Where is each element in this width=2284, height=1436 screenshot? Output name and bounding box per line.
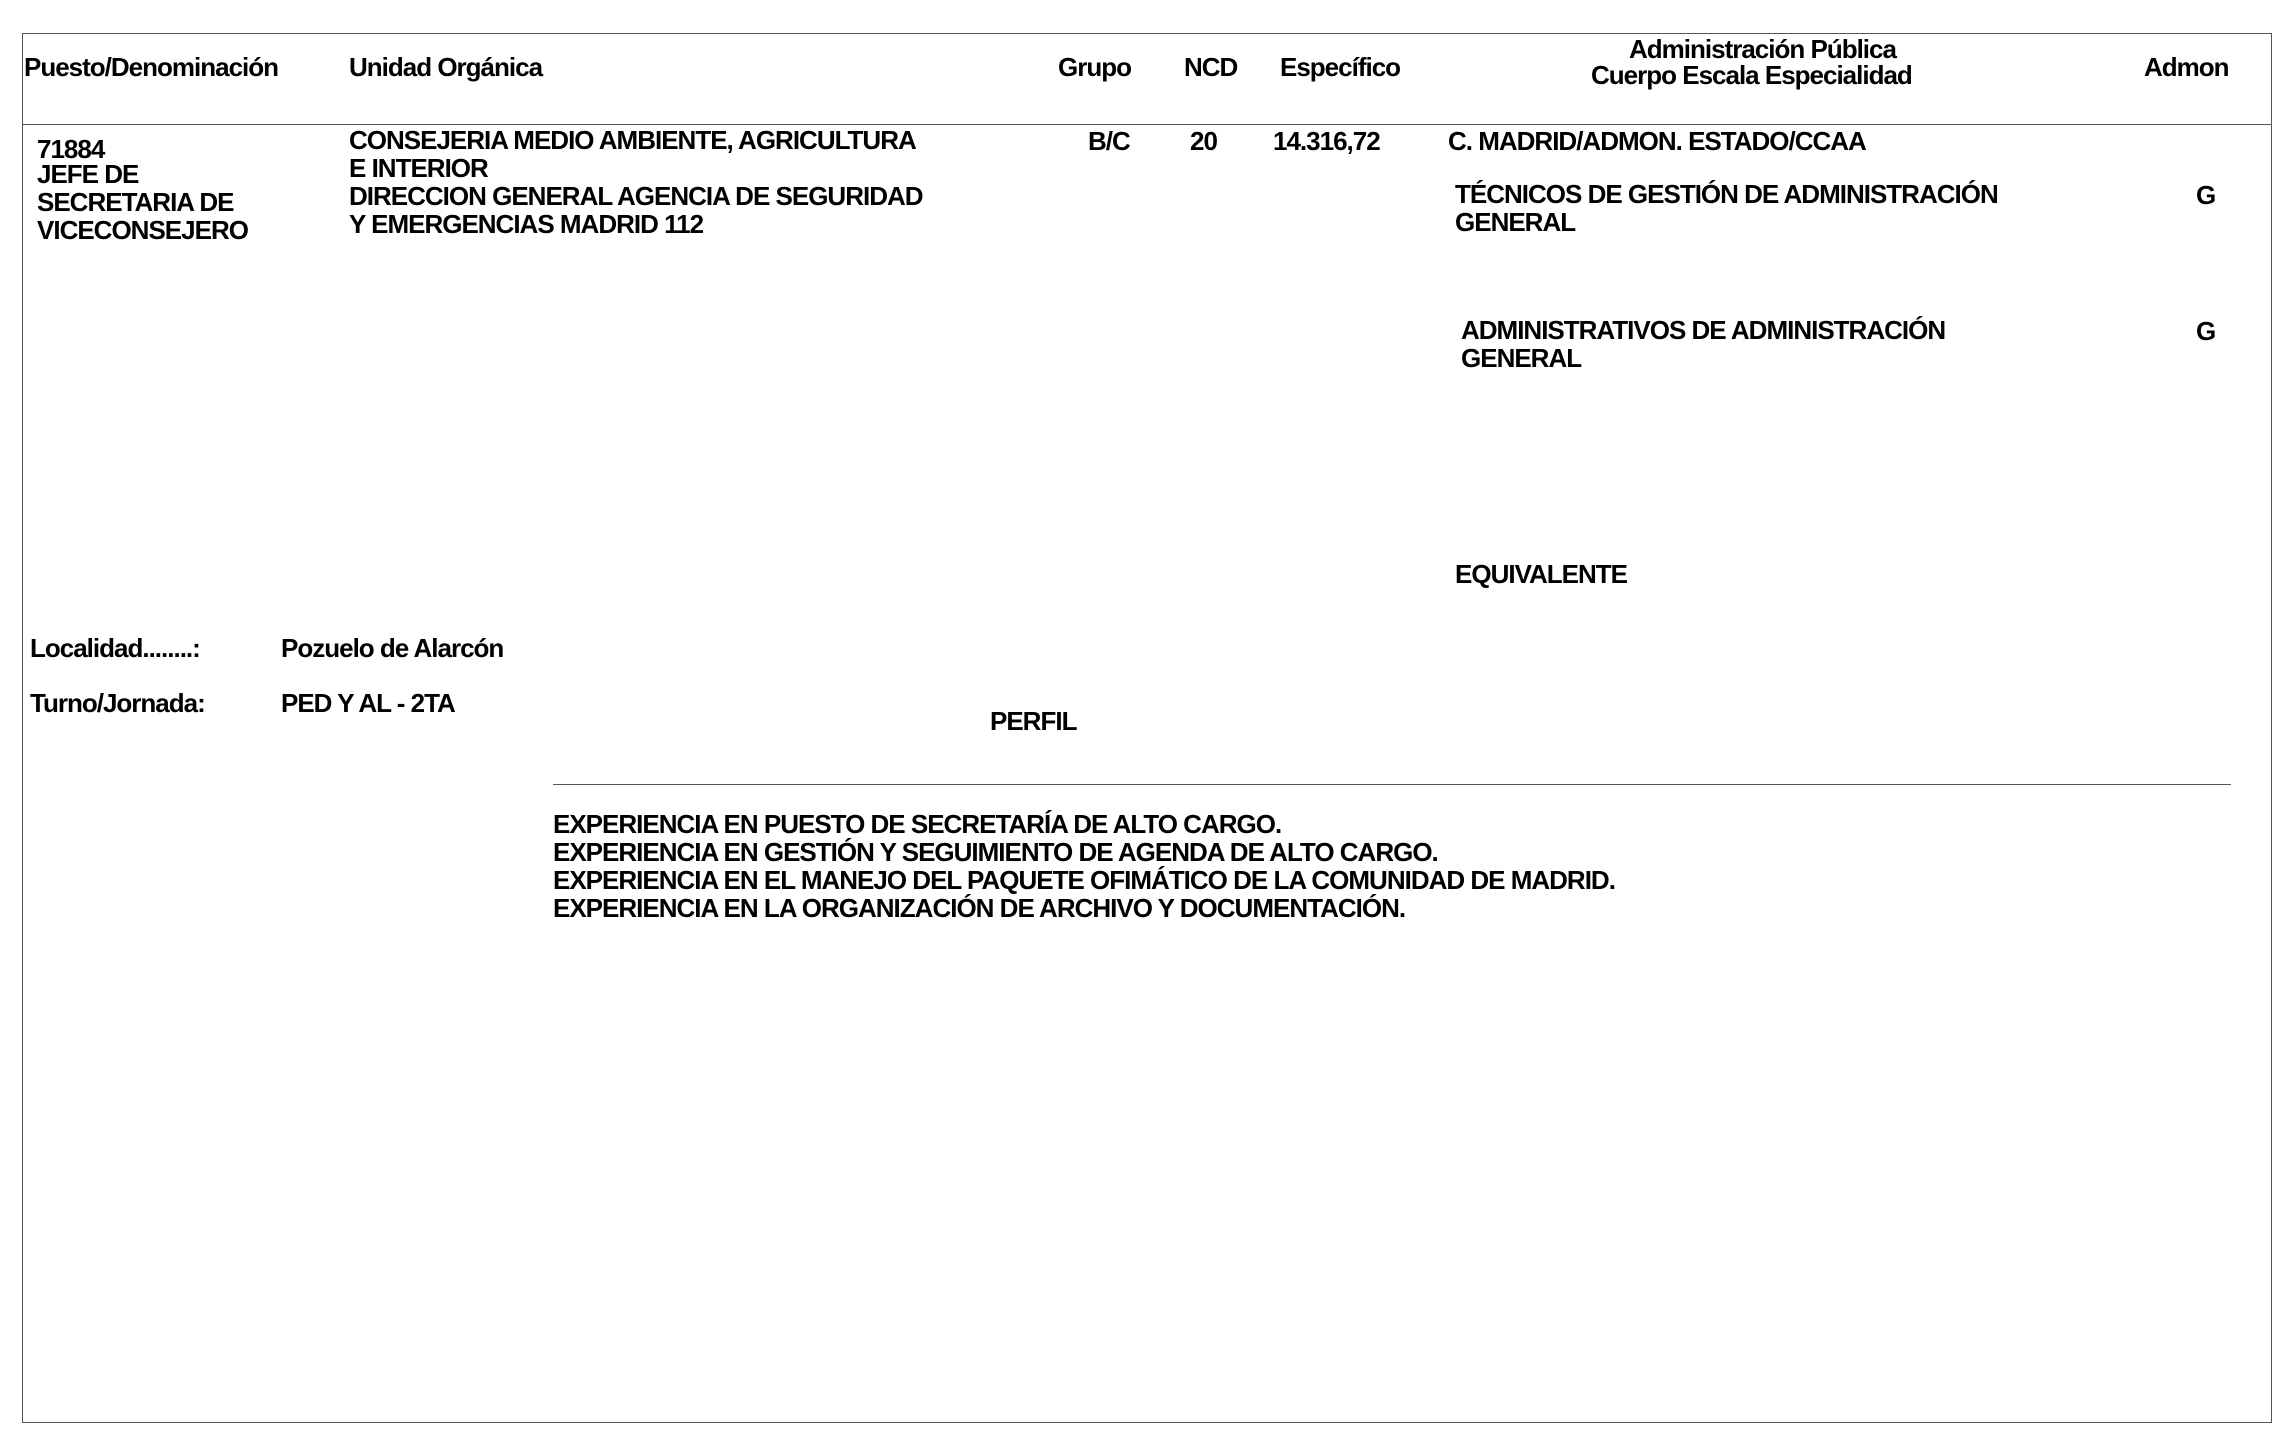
grupo-value: B/C <box>1088 126 1130 156</box>
unidad-line: E INTERIOR <box>349 153 488 183</box>
perfil-item: EXPERIENCIA EN LA ORGANIZACIÓN DE ARCHIVO Y DOCUMENTACIÓN. <box>553 893 1406 923</box>
col-header-ncd: NCD <box>1184 52 1238 82</box>
turno-value: PED Y AL - 2TA <box>281 688 455 718</box>
cuerpo-2 <box>1461 316 1945 372</box>
localidad-label: Localidad........: <box>30 633 200 663</box>
equivalente-label: EQUIVALENTE <box>1455 559 1627 589</box>
admon-value-1: G <box>2196 180 2216 210</box>
cuerpo-1 <box>1455 180 1998 236</box>
turno-label: Turno/Jornada: <box>30 688 205 718</box>
col-header-unidad: Unidad Orgánica <box>349 52 543 82</box>
col-header-admon: Admon <box>2144 52 2229 82</box>
col-header-administracion: Administración Pública <box>1629 34 1896 64</box>
perfil-divider <box>553 784 2231 785</box>
denominacion-line: VICECONSEJERO <box>37 215 248 245</box>
localidad-value: Pozuelo de Alarcón <box>281 633 504 663</box>
cuerpo-line: GENERAL <box>1461 343 1582 373</box>
perfil-title: PERFIL <box>990 706 1077 736</box>
cuerpo-line: TÉCNICOS DE GESTIÓN DE ADMINISTRACIÓN <box>1455 179 1998 209</box>
puesto-denominacion <box>37 160 248 244</box>
admon-value-2: G <box>2196 316 2216 346</box>
puesto-code: 71884 <box>37 134 105 164</box>
col-header-cuerpo-escala: Cuerpo Escala Especialidad <box>1591 60 1912 90</box>
ncd-value: 20 <box>1190 126 1217 156</box>
col-header-especifico: Específico <box>1280 52 1401 82</box>
cuerpo-line: GENERAL <box>1455 207 1576 237</box>
unidad-line: Y EMERGENCIAS MADRID 112 <box>349 209 704 239</box>
col-header-grupo: Grupo <box>1058 52 1131 82</box>
unidad-line: CONSEJERIA MEDIO AMBIENTE, AGRICULTURA <box>349 125 916 155</box>
perfil-item: EXPERIENCIA EN EL MANEJO DEL PAQUETE OFIMÁTICO DE LA COMUNIDAD DE MADRID. <box>553 865 1615 895</box>
denominacion-line: SECRETARIA DE <box>37 187 234 217</box>
col-header-puesto: Puesto/Denominación <box>24 52 279 82</box>
perfil-list <box>553 810 1615 922</box>
unidad-line: DIRECCION GENERAL AGENCIA DE SEGURIDAD <box>349 181 923 211</box>
perfil-item: EXPERIENCIA EN PUESTO DE SECRETARÍA DE ALTO CARGO. <box>553 809 1282 839</box>
administracion-value: C. MADRID/ADMON. ESTADO/CCAA <box>1448 126 1866 156</box>
especifico-value: 14.316,72 <box>1273 126 1380 156</box>
document-frame <box>22 33 2272 1423</box>
denominacion-line: JEFE DE <box>37 159 139 189</box>
perfil-item: EXPERIENCIA EN GESTIÓN Y SEGUIMIENTO DE AGENDA DE ALTO CARGO. <box>553 837 1438 867</box>
cuerpo-line: ADMINISTRATIVOS DE ADMINISTRACIÓN <box>1461 315 1946 345</box>
unidad-organica <box>349 126 923 238</box>
